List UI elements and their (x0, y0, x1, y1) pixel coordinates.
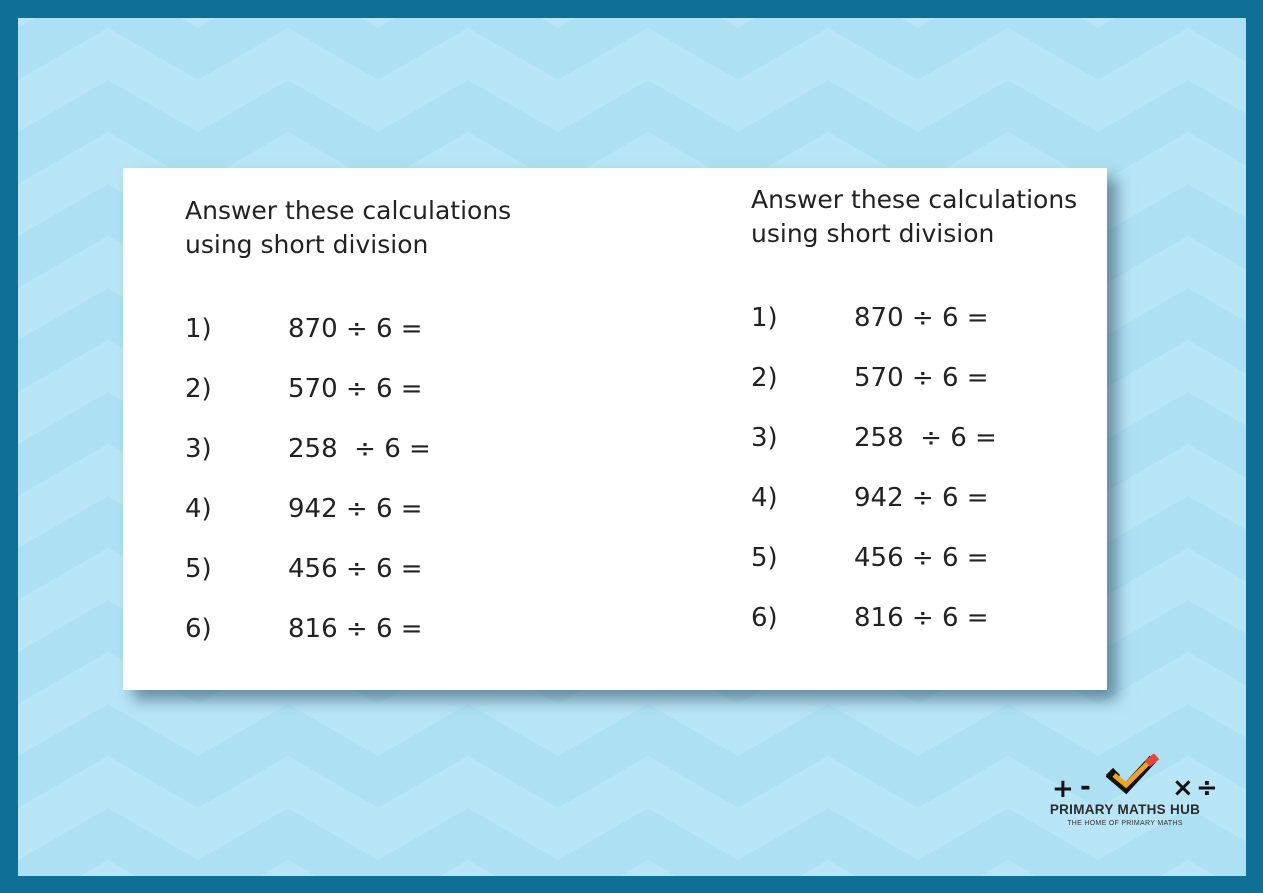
primary-maths-hub-logo (1030, 752, 1220, 832)
times-icon: × (1172, 773, 1194, 803)
checkmark-icon (1104, 754, 1166, 798)
question-row (185, 614, 545, 674)
question-number: 5) (751, 543, 778, 573)
question-row (185, 374, 545, 434)
question-number: 1) (751, 303, 778, 333)
question-expression: 258 ÷ 6 = (288, 434, 431, 464)
question-number: 6) (751, 603, 778, 633)
question-row (751, 363, 1111, 423)
question-row (751, 483, 1111, 543)
question-number: 5) (185, 554, 212, 584)
question-number: 1) (185, 314, 212, 344)
question-expression: 942 ÷ 6 = (288, 494, 423, 524)
question-number: 3) (751, 423, 778, 453)
question-list (751, 303, 1111, 663)
logo-title: PRIMARY MATHS HUB (1049, 802, 1201, 817)
question-number: 4) (185, 494, 212, 524)
logo-subtitle: THE HOME OF PRIMARY MATHS (1067, 820, 1183, 827)
divide-icon: ÷ (1196, 773, 1218, 803)
instruction-text: Answer these calculations using short division (751, 185, 1078, 248)
question-row (751, 543, 1111, 603)
question-list (185, 314, 545, 674)
question-expression: 816 ÷ 6 = (854, 603, 989, 633)
question-expression: 870 ÷ 6 = (854, 303, 989, 333)
question-row (751, 303, 1111, 363)
question-number: 3) (185, 434, 212, 464)
worksheet-image (123, 168, 1107, 690)
question-row (185, 314, 545, 374)
question-expression: 456 ÷ 6 = (288, 554, 423, 584)
question-expression: 870 ÷ 6 = (288, 314, 423, 344)
minus-icon: - (1080, 772, 1091, 802)
question-number: 2) (185, 374, 212, 404)
question-row (185, 494, 545, 554)
question-number: 2) (751, 363, 778, 393)
question-row (185, 434, 545, 494)
worksheet-left (185, 194, 545, 674)
question-expression: 570 ÷ 6 = (288, 374, 423, 404)
logo-symbols (1030, 752, 1220, 804)
question-row (751, 603, 1111, 663)
plus-icon: + (1052, 774, 1074, 804)
question-expression: 942 ÷ 6 = (854, 483, 989, 513)
question-expression: 570 ÷ 6 = (854, 363, 989, 393)
worksheet-right (751, 183, 1111, 663)
question-number: 6) (185, 614, 212, 644)
question-row (185, 554, 545, 614)
instruction-text: Answer these calculations using short division (185, 196, 512, 259)
question-expression: 258 ÷ 6 = (854, 423, 997, 453)
question-number: 4) (751, 483, 778, 513)
background-frame (18, 18, 1246, 876)
question-expression: 456 ÷ 6 = (854, 543, 989, 573)
question-expression: 816 ÷ 6 = (288, 614, 423, 644)
question-row (751, 423, 1111, 483)
